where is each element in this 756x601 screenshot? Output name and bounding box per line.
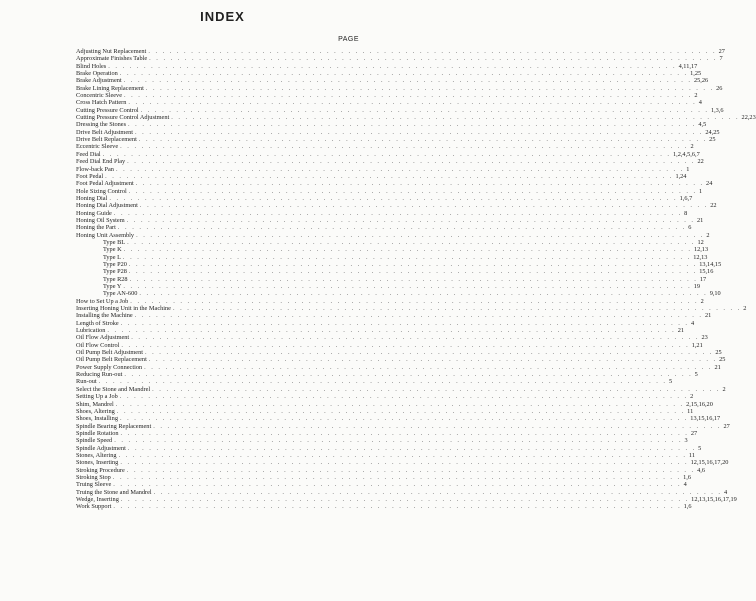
index-page-numbers: 25 (709, 136, 716, 144)
index-entry (76, 165, 690, 173)
index-page-numbers: 1 (686, 165, 690, 173)
index-entry (76, 99, 702, 107)
index-entry (76, 378, 673, 386)
index-page-numbers: 2 (690, 393, 694, 401)
index-subentry (76, 283, 700, 290)
index-entry (76, 150, 700, 158)
index-entry (76, 349, 722, 357)
dot-leader: . . . . . . . . . . . . . . . . . . . . . . . . . . . . . . . . . . . . . . . . . . . . . . . . . . . . . . . . . . . . . . . . . . . . . . . . . . . . . . . . (120, 459, 689, 467)
index-entry (76, 187, 703, 195)
dot-leader: . . . . . . . . . . . . . . . . . . . . . . . . . . . . . . . . . . . . . . . . . . . . . . . . . . . . . . . . . . . . . . . . . . . . . . . . . . . . . . . . (135, 128, 704, 136)
index-entry (76, 62, 698, 70)
index-entry (76, 444, 702, 452)
index-term: Setting Up a Job (76, 393, 118, 401)
index-term: Approximate Finishes Table (76, 55, 148, 63)
index-term: Honing Oil System (76, 216, 125, 224)
index-term: Honing Dial Adjustment (76, 202, 138, 210)
index-term: Stroking Procedure (76, 466, 125, 474)
index-entry (76, 334, 708, 342)
index-page-numbers: 25 (715, 349, 722, 357)
index-entry (76, 136, 716, 144)
dot-leader: . . . . . . . . . . . . . . . . . . . . . . . . . . . . . . . . . . . . . . . . . . . . . . . . . . . . . . . . . . . . . . . . . . . . . . . . . . . . . . . . (149, 55, 718, 63)
index-entry (76, 407, 694, 415)
index-term: Work Support (76, 503, 112, 511)
index-page-numbers: 12,13 (693, 246, 709, 254)
index-page-numbers: 24 (706, 180, 713, 188)
index-term: Flow-back Pan (76, 165, 114, 173)
index-entry (76, 393, 694, 401)
dot-leader: . . . . . . . . . . . . . . . . . . . . . . . . . . . . . . . . . . . . . . . . . . . . . . . . . . . . . . . . . . . . . . . . . . . . . . . . . . . . . . . . (109, 194, 678, 202)
dot-leader: . . . . . . . . . . . . . . . . . . . . . . . . . . . . . . . . . . . . . . . . . . . . . . . . . . . . . . . . . . . . . . . . . . . . . . . . . . . . . . . . (129, 275, 698, 283)
dot-leader: . . . . . . . . . . . . . . . . . . . . . . . . . . . . . . . . . . . . . . . . . . . . . . . . . . . . . . . . . . . . . . . . . . . . . . . . . . . . . . . . (172, 305, 742, 313)
dot-leader: . . . . . . . . . . . . . . . . . . . . . . . . . . . . . . . . . . . . . . . . . . . . . . . . . . . . . . . . . . . . . . . . . . . . . . . . . . . . . . . . (112, 473, 682, 481)
index-entry (76, 143, 694, 151)
index-page-numbers: 2 (690, 143, 694, 151)
dot-leader: . . . . . . . . . . . . . . . . . . . . . . . . . . . . . . . . . . . . . . . . . . . . . . . . . . . . . . . . . . . . . . . . . . . . . . . . . . . . . . . . (139, 290, 708, 298)
index-entry (76, 488, 728, 496)
index-entry (76, 158, 704, 166)
index-entry (76, 429, 698, 437)
dot-leader: . . . . . . . . . . . . . . . . . . . . . . . . . . . . . . . . . . . . . . . . . . . . . . . . . . . . . . . . . . . . . . . . . . . . . . . . . . . . . . . . (108, 62, 677, 70)
index-page-numbers: 4,11,17 (678, 62, 698, 70)
index-page-numbers: 22 (710, 202, 717, 210)
index-entry (76, 363, 721, 371)
index-entry (76, 319, 695, 327)
dot-leader: . . . . . . . . . . . . . . . . . . . . . . . . . . . . . . . . . . . . . . . . . . . . . . . . . . . . . . . . . . . . . . . . . . . . . . . . . . . . . . . . (130, 297, 699, 305)
index-entry (76, 128, 720, 136)
dot-leader: . . . . . . . . . . . . . . . . . . . . . . . . . . . . . . . . . . . . . . . . . . . . . . . . . . . . . . . . . . . . . . . . . . . . . . . . . . . . . . . . (123, 283, 692, 290)
index-page-numbers: 17 (699, 275, 707, 283)
dot-leader: . . . . . . . . . . . . . . . . . . . . . . . . . . . . . . . . . . . . . . . . . . . . . . . . . . . . . . . . . . . . . . . . . . . . . . . . . . . . . . . . (120, 429, 689, 437)
index-page-numbers: 21 (677, 327, 684, 335)
dot-leader: . . . . . . . . . . . . . . . . . . . . . . . . . . . . . . . . . . . . . . . . . . . . . . . . . . . . . . . . . . . . . . . . . . . . . . . . . . . . . . . . (152, 385, 721, 393)
index-entry (76, 437, 688, 445)
dot-leader: . . . . . . . . . . . . . . . . . . . . . . . . . . . . . . . . . . . . . . . . . . . . . . . . . . . . . . . . . . . . . . . . . . . . . . . . . . . . . . . . (128, 187, 698, 195)
index-page-numbers: 24,25 (705, 128, 720, 136)
index-page-numbers: 7 (719, 55, 723, 63)
index-term: Truing Sleeve (76, 481, 112, 489)
index-page-numbers: 12,15,16,17,20 (690, 459, 729, 467)
index-page-numbers: 9,10 (709, 290, 721, 298)
index-page-numbers: 2 (706, 231, 710, 239)
index-term: Length of Stroke (76, 319, 119, 327)
dot-leader: . . . . . . . . . . . . . . . . . . . . . . . . . . . . . . . . . . . . . . . . . . . . . . . . . . . . . . . . . . . . . . . . . . . . . . . . . . . . . . . . (113, 209, 683, 217)
page-column-header: PAGE (338, 36, 359, 43)
index-subentry (76, 253, 708, 261)
dot-leader: . . . . . . . . . . . . . . . . . . . . . . . . . . . . . . . . . . . . . . . . . . . . . . . . . . . . . . . . . . . . . . . . . . . . . . . . . . . . . . . . (148, 48, 717, 55)
dot-leader: . . . . . . . . . . . . . . . . . . . . . . . . . . . . . . . . . . . . . . . . . . . . . . . . . . . . . . . . . . . . . . . . . . . . . . . . . . . . . . . . (120, 143, 689, 151)
dot-leader: . . . . . . . . . . . . . . . . . . . . . . . . . . . . . . . . . . . . . . . . . . . . . . . . . . . . . . . . . . . . . . . . . . . . . . . . . . . . . . . . (171, 114, 740, 122)
index-subentry (76, 275, 707, 283)
dot-leader: . . . . . . . . . . . . . . . . . . . . . . . . . . . . . . . . . . . . . . . . . . . . . . . . . . . . . . . . . . . . . . . . . . . . . . . . . . . . . . . . (153, 422, 722, 430)
index-entry (76, 385, 726, 393)
index-entry (76, 495, 737, 503)
dot-leader: . . . . . . . . . . . . . . . . . . . . . . . . . . . . . . . . . . . . . . . . . . . . . . . . . . . . . . . . . . . . . . . . . . . . . . . . . . . . . . . . (124, 92, 693, 100)
index-entry (76, 503, 692, 511)
index-page-numbers: 5 (694, 371, 698, 379)
index-term: Honing the Part (76, 224, 116, 232)
index-entry (76, 231, 710, 239)
index-term: Cutting Pressure Control (76, 106, 139, 114)
index-entry (76, 371, 698, 379)
index-entry (76, 70, 702, 78)
index-page-numbers: 8 (684, 209, 688, 217)
index-term: Cross Hatch Pattern (76, 99, 127, 107)
index-entry (76, 77, 709, 85)
index-term: Brake Lining Replacement (76, 84, 144, 92)
index-subentry (76, 268, 714, 276)
index-term: Brake Operation (76, 70, 118, 78)
dot-leader: . . . . . . . . . . . . . . . . . . . . . . . . . . . . . . . . . . . . . . . . . . . . . . . . . . . . . . . . . . . . . . . . . . . . . . . . . . . . . . . . (126, 466, 696, 474)
index-term: Dressing the Stones (76, 121, 127, 129)
index-term: Oil Flow Control (76, 341, 120, 349)
dot-leader: . . . . . . . . . . . . . . . . . . . . . . . . . . . . . . . . . . . . . . . . . . . . . . . . . . . . . . . . . . . . . . . . . . . . . . . . . . . . . . . . (116, 407, 686, 415)
index-term: Wedge, Inserting (76, 495, 119, 503)
index-term: Feed Dial (76, 150, 101, 158)
dot-leader: . . . . . . . . . . . . . . . . . . . . . . . . . . . . . . . . . . . . . . . . . . . . . . . . . . . . . . . . . . . . . . . . . . . . . . . . . . . . . . . . (120, 495, 690, 503)
index-term: Honing Guide (76, 209, 112, 217)
index-term: Shoes, Installing (76, 415, 118, 423)
index-term: Inserting Honing Unit in the Machine (76, 305, 171, 313)
index-page-numbers: 22 (697, 158, 704, 166)
index-page-numbers: 27 (690, 429, 698, 437)
index-term: Drive Belt Adjustment (76, 128, 134, 136)
index-page-numbers: 2 (743, 305, 747, 313)
index-term: Oil Flow Adjustment (76, 334, 130, 342)
index-term: Power Supply Connection (76, 363, 143, 371)
dot-leader: . . . . . . . . . . . . . . . . . . . . . . . . . . . . . . . . . . . . . . . . . . . . . . . . . . . . . . . . . . . . . . . . . . . . . . . . . . . . . . . . (148, 356, 718, 364)
dot-leader: . . . . . . . . . . . . . . . . . . . . . . . . . . . . . . . . . . . . . . . . . . . . . . . . . . . . . . . . . . . . . . . . . . . . . . . . . . . . . . . . (117, 224, 687, 232)
dot-leader: . . . . . . . . . . . . . . . . . . . . . . . . . . . . . . . . . . . . . . . . . . . . . . . . . . . . . . . . . . . . . . . . . . . . . . . . . . . . . . . . (119, 70, 689, 78)
index-page-numbers: 1,3,6 (710, 106, 724, 114)
index-page-numbers: 1,25 (690, 70, 702, 78)
dot-leader: . . . . . . . . . . . . . . . . . . . . . . . . . . . . . . . . . . . . . . . . . . . . . . . . . . . . . . . . . . . . . . . . . . . . . . . . . . . . . . . . (138, 136, 708, 144)
dot-leader: . . . . . . . . . . . . . . . . . . . . . . . . . . . . . . . . . . . . . . . . . . . . . . . . . . . . . . . . . . . . . . . . . . . . . . . . . . . . . . . . (145, 84, 715, 92)
index-page-numbers: 1,6 (683, 503, 692, 511)
index-page-numbers: 26 (716, 84, 723, 92)
index-term: How to Set Up a Job (76, 297, 129, 305)
index-term: Type P20 (103, 260, 127, 268)
index-term: Hole Sizing Control (76, 187, 127, 195)
index-page-numbers: 12 (697, 238, 704, 246)
dot-leader: . . . . . . . . . . . . . . . . . . . . . . . . . . . . . . . . . . . . . . . . . . . . . . . . . . . . . . . . . . . . . . . . . . . . . . . . . . . . . . . . (135, 180, 705, 188)
index-entry (76, 92, 698, 100)
index-page-numbers: 5 (698, 444, 702, 452)
index-term: Concentric Sleeve (76, 92, 122, 100)
index-term: Truing the Stone and Mandrel (76, 488, 152, 496)
dot-leader: . . . . . . . . . . . . . . . . . . . . . . . . . . . . . . . . . . . . . . . . . . . . . . . . . . . . . . . . . . . . . . . . . . . . . . . . . . . . . . . . (119, 415, 689, 423)
index-entry (76, 473, 692, 481)
index-term: Spindle Adjustment (76, 444, 126, 452)
index-page-numbers: 12,13 (693, 253, 708, 261)
index-entry (76, 172, 687, 180)
dot-leader: . . . . . . . . . . . . . . . . . . . . . . . . . . . . . . . . . . . . . . . . . . . . . . . . . . . . . . . . . . . . . . . . . . . . . . . . . . . . . . . . (118, 451, 687, 459)
index-page-numbers: 1,24 (675, 172, 687, 180)
index-term: Honing Unit Assembly (76, 231, 135, 239)
index-entry (76, 48, 725, 55)
index-entry (76, 422, 730, 430)
index-page-numbers: 27 (723, 422, 730, 430)
index-term: Type R28 (103, 275, 128, 283)
index-entry (76, 341, 703, 349)
dot-leader: . . . . . . . . . . . . . . . . . . . . . . . . . . . . . . . . . . . . . . . . . . . . . . . . . . . . . . . . . . . . . . . . . . . . . . . . . . . . . . . . (144, 363, 713, 371)
index-entry (76, 84, 723, 92)
index-term: Stroking Stop (76, 473, 111, 481)
index-term: Installing the Machine (76, 312, 133, 320)
index-page-numbers: 12,13,15,16,17,19 (691, 495, 737, 503)
dot-leader: . . . . . . . . . . . . . . . . . . . . . . . . . . . . . . . . . . . . . . . . . . . . . . . . . . . . . . . . . . . . . . . . . . . . . . . . . . . . . . . . (119, 393, 689, 401)
dot-leader: . . . . . . . . . . . . . . . . . . . . . . . . . . . . . . . . . . . . . . . . . . . . . . . . . . . . . . . . . . . . . . . . . . . . . . . . . . . . . . . . (122, 253, 692, 261)
index-page-numbers: 1,21 (691, 341, 703, 349)
page-title: INDEX (200, 9, 245, 24)
index-entry (76, 202, 717, 210)
dot-leader: . . . . . . . . . . . . . . . . . . . . . . . . . . . . . . . . . . . . . . . . . . . . . . . . . . . . . . . . . . . . . . . . . . . . . . . . . . . . . . . . (115, 400, 685, 408)
index-page-numbers: 4,6 (697, 466, 705, 474)
index-page-numbers: 11 (688, 451, 695, 459)
index-page-numbers: 11 (687, 407, 694, 415)
dot-leader: . . . . . . . . . . . . . . . . . . . . . . . . . . . . . . . . . . . . . . . . . . . . . . . . . . . . . . . . . . . . . . . . . . . . . . . . . . . . . . . . (140, 106, 709, 114)
index-entry (76, 106, 724, 114)
index-subentry (76, 290, 721, 298)
dot-leader: . . . . . . . . . . . . . . . . . . . . . . . . . . . . . . . . . . . . . . . . . . . . . . . . . . . . . . . . . . . . . . . . . . . . . . . . . . . . . . . . (131, 334, 700, 342)
index-page-numbers: 25,26 (693, 77, 709, 85)
index-subentry (76, 246, 709, 254)
dot-leader: . . . . . . . . . . . . . . . . . . . . . . . . . . . . . . . . . . . . . . . . . . . . . . . . . . . . . . . . . . . . . . . . . . . . . . . . . . . . . . . . (126, 216, 695, 224)
index-entry (76, 327, 684, 335)
index-term: Reducing Run-out (76, 371, 123, 379)
index-page-numbers: 4 (690, 319, 695, 327)
index-page-numbers: 25 (719, 356, 726, 364)
index-term: Stones, Altering (76, 451, 117, 459)
index-term: Oil Pump Belt Replacement (76, 356, 147, 364)
index-page-numbers: 13,14,15 (699, 260, 722, 268)
index-entry (76, 481, 687, 489)
index-term: Type L (103, 253, 121, 261)
index-term: Spindle Speed (76, 437, 113, 445)
index-term: Drive Belt Replacement (76, 136, 137, 144)
dot-leader: . . . . . . . . . . . . . . . . . . . . . . . . . . . . . . . . . . . . . . . . . . . . . . . . . . . . . . . . . . . . . . . . . . . . . . . . . . . . . . . . (128, 260, 698, 268)
index-page-numbers: 21 (696, 216, 704, 224)
index-page-numbers: 2 (700, 297, 704, 305)
dot-leader: . . . . . . . . . . . . . . . . . . . . . . . . . . . . . . . . . . . . . . . . . . . . . . . . . . . . . . . . . . . . . . . . . . . . . . . . . . . . . . . . (139, 202, 709, 210)
index-page-numbers: 21 (704, 312, 712, 320)
dot-leader: . . . . . . . . . . . . . . . . . . . . . . . . . . . . . . . . . . . . . . . . . . . . . . . . . . . . . . . . . . . . . . . . . . . . . . . . . . . . . . . . (105, 172, 674, 180)
index-term: Blind Holes (76, 62, 107, 70)
dot-leader: . . . . . . . . . . . . . . . . . . . . . . . . . . . . . . . . . . . . . . . . . . . . . . . . . . . . . . . . . . . . . . . . . . . . . . . . . . . . . . . . (123, 77, 692, 85)
index-page-numbers: 4 (698, 99, 702, 107)
index-term: Foot Pedal Adjustment (76, 180, 134, 188)
dot-leader: . . . . . . . . . . . . . . . . . . . . . . . . . . . . . . . . . . . . . . . . . . . . . . . . . . . . . . . . . . . . . . . . . . . . . . . . . . . . . . . . (120, 319, 689, 327)
index-term: Lubrication (76, 327, 106, 335)
index-term: Cutting Pressure Control Adjustment (76, 114, 170, 122)
index-entry (76, 114, 756, 122)
dot-leader: . . . . . . . . . . . . . . . . . . . . . . . . . . . . . . . . . . . . . . . . . . . . . . . . . . . . . . . . . . . . . . . . . . . . . . . . . . . . . . . . (123, 246, 692, 254)
index-entry (76, 356, 726, 364)
index-entry (76, 55, 723, 63)
index-term: Honing Dial (76, 194, 108, 202)
index-entry (76, 209, 688, 217)
index-term: Foot Pedal (76, 172, 104, 180)
index-entry (76, 297, 704, 305)
dot-leader: . . . . . . . . . . . . . . . . . . . . . . . . . . . . . . . . . . . . . . . . . . . . . . . . . . . . . . . . . . . . . . . . . . . . . . . . . . . . . . . . (124, 371, 693, 379)
index-term: Adjusting Nut Replacement (76, 48, 147, 55)
index-term: Select the Stone and Mandrel (76, 385, 151, 393)
dot-leader: . . . . . . . . . . . . . . . . . . . . . . . . . . . . . . . . . . . . . . . . . . . . . . . . . . . . . . . . . . . . . . . . . . . . . . . . . . . . . . . . (121, 341, 690, 349)
dot-leader: . . . . . . . . . . . . . . . . . . . . . . . . . . . . . . . . . . . . . . . . . . . . . . . . . . . . . . . . . . . . . . . . . . . . . . . . . . . . . . . . (107, 327, 676, 335)
index-page-numbers: 2 (722, 385, 726, 393)
index-subentry (76, 260, 722, 268)
index-list (76, 48, 756, 511)
index-term: Spindle Bearing Replacement (76, 422, 152, 430)
index-entry (76, 415, 721, 423)
index-term: Type P28 (103, 268, 127, 276)
index-entry (76, 121, 707, 129)
index-term: Feed Dial End Play (76, 158, 126, 166)
index-page-numbers: 4,5 (698, 121, 707, 129)
index-page-numbers: 22,23 (741, 114, 756, 122)
dot-leader: . . . . . . . . . . . . . . . . . . . . . . . . . . . . . . . . . . . . . . . . . . . . . . . . . . . . . . . . . . . . . . . . . . . . . . . . . . . . . . . . (102, 150, 671, 158)
index-entry (76, 305, 747, 313)
dot-leader: . . . . . . . . . . . . . . . . . . . . . . . . . . . . . . . . . . . . . . . . . . . . . . . . . . . . . . . . . . . . . . . . . . . . . . . . . . . . . . . . (145, 349, 714, 357)
dot-leader: . . . . . . . . . . . . . . . . . . . . . . . . . . . . . . . . . . . . . . . . . . . . . . . . . . . . . . . . . . . . . . . . . . . . . . . . . . . . . . . . (128, 268, 698, 276)
dot-leader: . . . . . . . . . . . . . . . . . . . . . . . . . . . . . . . . . . . . . . . . . . . . . . . . . . . . . . . . . . . . . . . . . . . . . . . . . . . . . . . . (114, 437, 683, 445)
index-page-numbers: 13,15,16,17 (690, 415, 721, 423)
index-entry (76, 312, 712, 320)
dot-leader: . . . . . . . . . . . . . . . . . . . . . . . . . . . . . . . . . . . . . . . . . . . . . . . . . . . . . . . . . . . . . . . . . . . . . . . . . . . . . . . . (134, 312, 703, 320)
index-page-numbers: 2,15,16,20 (686, 400, 713, 408)
index-term: Shoes, Altering (76, 407, 115, 415)
index-entry (76, 224, 692, 232)
index-page-numbers: 1 (699, 187, 703, 195)
dot-leader: . . . . . . . . . . . . . . . . . . . . . . . . . . . . . . . . . . . . . . . . . . . . . . . . . . . . . . . . . . . . . . . . . . . . . . . . . . . . . . . . (127, 444, 697, 452)
index-page-numbers: 4 (724, 488, 728, 496)
index-term: Brake Adjustment (76, 77, 122, 85)
index-entry (76, 216, 704, 224)
index-page-numbers: 19 (693, 283, 700, 290)
index-term: Type K (103, 246, 122, 254)
dot-leader: . . . . . . . . . . . . . . . . . . . . . . . . . . . . . . . . . . . . . . . . . . . . . . . . . . . . . . . . . . . . . . . . . . . . . . . . . . . . . . . . (127, 238, 696, 246)
index-entry (76, 459, 729, 467)
index-term: Stones, Inserting (76, 459, 119, 467)
index-page-numbers: 6 (688, 224, 692, 232)
index-page-numbers: 1,6 (683, 473, 692, 481)
index-entry (76, 400, 713, 408)
index-entry (76, 180, 713, 188)
dot-leader: . . . . . . . . . . . . . . . . . . . . . . . . . . . . . . . . . . . . . . . . . . . . . . . . . . . . . . . . . . . . . . . . . . . . . . . . . . . . . . . . (98, 378, 667, 386)
index-term: Run-out (76, 378, 97, 386)
index-page-numbers: 21 (714, 363, 721, 371)
index-term: Type BL (103, 238, 126, 246)
dot-leader: . . . . . . . . . . . . . . . . . . . . . . . . . . . . . . . . . . . . . . . . . . . . . . . . . . . . . . . . . . . . . . . . . . . . . . . . . . . . . . . . (113, 481, 682, 489)
index-page-numbers: 3 (684, 437, 688, 445)
index-entry (76, 194, 693, 202)
index-entry (76, 466, 705, 474)
index-entry (76, 451, 695, 459)
index-page-numbers: 23 (701, 334, 708, 342)
index-page-numbers: 4 (683, 481, 687, 489)
dot-leader: . . . . . . . . . . . . . . . . . . . . . . . . . . . . . . . . . . . . . . . . . . . . . . . . . . . . . . . . . . . . . . . . . . . . . . . . . . . . . . . . (113, 503, 682, 511)
dot-leader: . . . . . . . . . . . . . . . . . . . . . . . . . . . . . . . . . . . . . . . . . . . . . . . . . . . . . . . . . . . . . . . . . . . . . . . . . . . . . . . . (128, 121, 697, 129)
index-term: Type Y (103, 283, 122, 290)
index-page-numbers: 1,6,7 (679, 194, 693, 202)
dot-leader: . . . . . . . . . . . . . . . . . . . . . . . . . . . . . . . . . . . . . . . . . . . . . . . . . . . . . . . . . . . . . . . . . . . . . . . . . . . . . . . . (127, 158, 696, 166)
index-page-numbers: 5 (668, 378, 673, 386)
index-page-numbers: 27 (718, 48, 725, 55)
index-term: Oil Pump Belt Adjustment (76, 349, 143, 357)
index-page-numbers: 1,2,4,5,6,7 (672, 150, 700, 158)
index-page-numbers: 2 (694, 92, 698, 100)
dot-leader: . . . . . . . . . . . . . . . . . . . . . . . . . . . . . . . . . . . . . . . . . . . . . . . . . . . . . . . . . . . . . . . . . . . . . . . . . . . . . . . . (128, 99, 697, 107)
index-term: Type AN-600 (103, 290, 138, 298)
index-subentry (76, 238, 704, 246)
index-term: Spindle Rotation (76, 429, 119, 437)
index-page-numbers: 15,16 (699, 268, 714, 276)
index-term: Eccentric Sleeve (76, 143, 119, 151)
index-term: Shim, Mandrel (76, 400, 114, 408)
dot-leader: . . . . . . . . . . . . . . . . . . . . . . . . . . . . . . . . . . . . . . . . . . . . . . . . . . . . . . . . . . . . . . . . . . . . . . . . . . . . . . . . (115, 165, 685, 173)
dot-leader: . . . . . . . . . . . . . . . . . . . . . . . . . . . . . . . . . . . . . . . . . . . . . . . . . . . . . . . . . . . . . . . . . . . . . . . . . . . . . . . . (153, 488, 722, 496)
dot-leader: . . . . . . . . . . . . . . . . . . . . . . . . . . . . . . . . . . . . . . . . . . . . . . . . . . . . . . . . . . . . . . . . . . . . . . . . . . . . . . . . (136, 231, 705, 239)
